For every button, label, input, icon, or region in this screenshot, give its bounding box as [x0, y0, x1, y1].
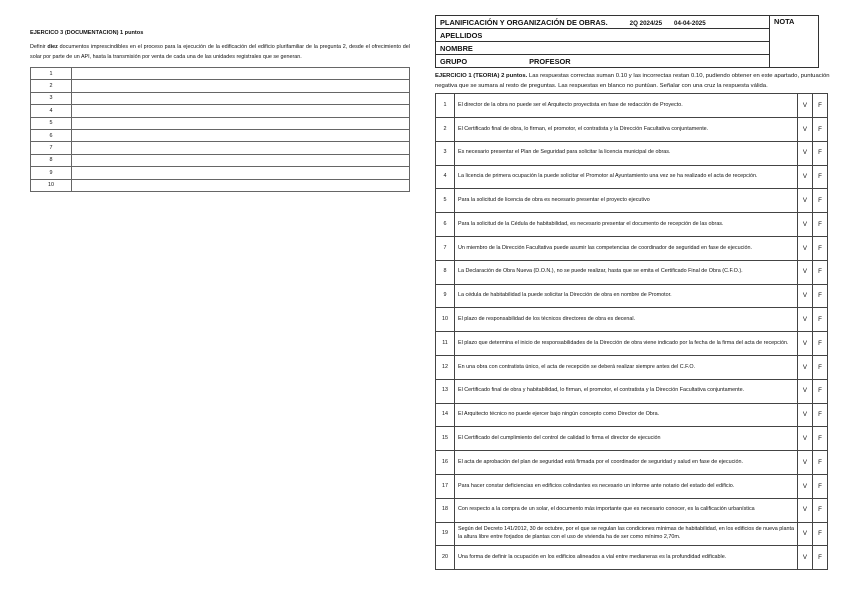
true-checkbox[interactable]: V — [798, 427, 813, 451]
question-text: El director de la obra no puede ser el Arquitecto proyectista en fase de redacción de Proyecto. — [455, 94, 798, 118]
question-number: 18 — [436, 498, 455, 522]
question-number: 6 — [436, 213, 455, 237]
question-text: El Certificado del cumplimiento del control de calidad lo firma el director de ejecución — [455, 427, 798, 451]
question-row — [436, 236, 828, 260]
question-number: 16 — [436, 451, 455, 475]
exercise-1-text: Las respuestas correctas suman 0.10 y las incorrectas restan 0.10, pudiendo obtener en este apartado, puntuación negativa que se sumara al resto de preguntas. Las respuestas en blanco no puntúan. Señalar con una cruz la respuesta válida. — [435, 73, 830, 89]
document-number: 9 — [31, 167, 72, 179]
question-number: 11 — [436, 332, 455, 356]
question-row — [436, 94, 828, 118]
false-checkbox[interactable]: F — [813, 332, 828, 356]
question-number: 14 — [436, 403, 455, 427]
question-number: 1 — [436, 94, 455, 118]
document-row — [31, 105, 410, 117]
true-checkbox[interactable]: V — [798, 451, 813, 475]
question-text: La licencia de primera ocupación la puede solicitar el Promotor al Ayuntamiento una vez se ha realizado el acta de recepción. — [455, 165, 798, 189]
false-checkbox[interactable]: F — [813, 165, 828, 189]
grade-label: NOTA — [774, 17, 795, 26]
document-number: 10 — [31, 179, 72, 191]
true-checkbox[interactable]: V — [798, 165, 813, 189]
question-text: La Declaración de Obra Nueva (D.O.N.), no se puede realizar, hasta que se emita el Certificado Final de Obra (C.F.O.). — [455, 260, 798, 284]
exercise-3-description — [30, 42, 410, 62]
question-row — [436, 451, 828, 475]
term: 2Q 2024/25 — [629, 19, 663, 27]
question-row — [436, 213, 828, 237]
question-text: La cédula de habitabilidad la puede solicitar la Dirección de obra en nombre de Promotor. — [455, 284, 798, 308]
group-teacher-field[interactable] — [436, 55, 770, 68]
true-checkbox[interactable]: V — [798, 332, 813, 356]
question-number: 4 — [436, 165, 455, 189]
document-row — [31, 142, 410, 154]
document-answer-field[interactable] — [72, 68, 410, 80]
true-checkbox[interactable]: V — [798, 284, 813, 308]
document-row — [31, 129, 410, 141]
header-title-cell — [436, 16, 770, 29]
document-row — [31, 167, 410, 179]
name-label: NOMBRE — [440, 43, 473, 53]
false-checkbox[interactable]: F — [813, 284, 828, 308]
question-row — [436, 332, 828, 356]
document-answer-field[interactable] — [72, 179, 410, 191]
document-row — [31, 68, 410, 80]
document-number: 1 — [31, 68, 72, 80]
true-checkbox[interactable]: V — [798, 522, 813, 546]
question-text: Una forma de definir la ocupación en los edificios alineados a vial entre medianeras es la profundidad edificable. — [455, 546, 798, 570]
question-row — [436, 355, 828, 379]
document-number: 3 — [31, 92, 72, 104]
false-checkbox[interactable]: F — [813, 451, 828, 475]
name-field[interactable] — [436, 42, 770, 55]
surname-label: APELLIDOS — [440, 30, 483, 40]
false-checkbox[interactable]: F — [813, 498, 828, 522]
question-row — [436, 117, 828, 141]
question-number: 7 — [436, 236, 455, 260]
question-row — [436, 498, 828, 522]
true-checkbox[interactable]: V — [798, 403, 813, 427]
true-checkbox[interactable]: V — [798, 94, 813, 118]
document-answer-field[interactable] — [72, 129, 410, 141]
document-row — [31, 92, 410, 104]
document-answer-field[interactable] — [72, 154, 410, 166]
question-number: 17 — [436, 474, 455, 498]
question-row — [436, 141, 828, 165]
questions-table — [435, 93, 828, 570]
true-checkbox[interactable]: V — [798, 498, 813, 522]
true-checkbox[interactable]: V — [798, 260, 813, 284]
true-checkbox[interactable]: V — [798, 308, 813, 332]
true-checkbox[interactable]: V — [798, 189, 813, 213]
document-answer-field[interactable] — [72, 80, 410, 92]
question-number: 10 — [436, 308, 455, 332]
exercise-1-instructions — [435, 72, 830, 91]
false-checkbox[interactable]: F — [813, 355, 828, 379]
false-checkbox[interactable]: F — [813, 427, 828, 451]
exercise-3-title: EJERCICO 3 (DOCUMENTACION) 1 puntos — [30, 30, 144, 36]
surname-field[interactable] — [436, 29, 770, 42]
false-checkbox[interactable]: F — [813, 546, 828, 570]
question-row — [436, 474, 828, 498]
question-text: En una obra con contratista único, el acta de recepción se deberá realizar siempre antes del C.F.O. — [455, 355, 798, 379]
question-row — [436, 189, 828, 213]
false-checkbox[interactable]: F — [813, 379, 828, 403]
question-row — [436, 165, 828, 189]
document-answer-field[interactable] — [72, 105, 410, 117]
question-text: Para la solicitud de licencia de obra es necesario presentar el proyecto ejecutivo — [455, 189, 798, 213]
document-row — [31, 154, 410, 166]
document-row — [31, 179, 410, 191]
true-checkbox[interactable]: V — [798, 141, 813, 165]
document-answer-field[interactable] — [72, 167, 410, 179]
exam-date: 04-04-2025 — [674, 19, 706, 27]
document-number: 7 — [31, 142, 72, 154]
true-checkbox[interactable]: V — [798, 379, 813, 403]
question-text: El plazo de responsabilidad de los técnicos directores de obra es decenal. — [455, 308, 798, 332]
desc-pre: Definir — [30, 44, 48, 50]
question-row — [436, 403, 828, 427]
question-text: Con respecto a la compra de un solar, el documento más importante que es necesario conocer, es la calificación urbanística — [455, 498, 798, 522]
question-number: 5 — [436, 189, 455, 213]
grade-box[interactable] — [770, 16, 819, 68]
question-text: Para hacer constar deficiencias en edificios colindantes es necesario un informe ante notario del estado del edificio. — [455, 474, 798, 498]
true-checkbox[interactable]: V — [798, 117, 813, 141]
question-row — [436, 260, 828, 284]
exercise-1-title: EJERCICIO 1 (TEORIA) 2 puntos. — [435, 73, 528, 79]
question-number: 15 — [436, 427, 455, 451]
question-row — [436, 522, 828, 546]
desc-bold: diez — [47, 44, 58, 50]
question-text: Un miembro de la Dirección Facultativa puede asumir las competencias de coordinador de seguridad en fase de ejecución. — [455, 236, 798, 260]
true-checkbox[interactable]: V — [798, 546, 813, 570]
false-checkbox[interactable]: F — [813, 94, 828, 118]
question-number: 13 — [436, 379, 455, 403]
document-number: 4 — [31, 105, 72, 117]
course-title: PLANIFICACIÓN Y ORGANIZACIÓN DE OBRAS. — [440, 17, 608, 27]
question-number: 8 — [436, 260, 455, 284]
document-number: 8 — [31, 154, 72, 166]
question-row — [436, 427, 828, 451]
question-row — [436, 284, 828, 308]
true-checkbox[interactable]: V — [798, 474, 813, 498]
question-text: El acta de aprobación del plan de seguridad está firmada por el coordinador de seguridad y salud en fase de ejecución. — [455, 451, 798, 475]
group-label: GRUPO — [440, 56, 468, 66]
question-number: 2 — [436, 117, 455, 141]
desc-post: documentos imprescindibles en el proceso para la ejecución de la edificación del edificio plurifamiliar de la pregunta 2, desde el ofrecimiento del solar por parte de un API, hasta la transmisión por venta de cada una de las unidades registrales que se generan. — [30, 44, 410, 60]
question-number: 12 — [436, 355, 455, 379]
documents-table — [30, 67, 410, 192]
false-checkbox[interactable]: F — [813, 236, 828, 260]
question-number: 9 — [436, 284, 455, 308]
question-number: 20 — [436, 546, 455, 570]
true-checkbox[interactable]: V — [798, 236, 813, 260]
false-checkbox[interactable]: F — [813, 308, 828, 332]
false-checkbox[interactable]: F — [813, 189, 828, 213]
question-row — [436, 308, 828, 332]
exam-sheet — [435, 15, 830, 570]
question-text: El Certificado final de obra, lo firman, el promotor, el contratista y la Dirección Facultativa conjuntamente. — [455, 117, 798, 141]
false-checkbox[interactable]: F — [813, 213, 828, 237]
question-text: El Arquitecto técnico no puede ejercer bajo ningún concepto como Director de Obra. — [455, 403, 798, 427]
teacher-label: PROFESOR — [529, 56, 571, 66]
question-text: El Certificado final de obra y habitabilidad, lo firman, el promotor, el contratista y la Dirección Facultativa conjuntamente. — [455, 379, 798, 403]
document-answer-field[interactable] — [72, 117, 410, 129]
question-text: Para la solicitud de la Cédula de habitabilidad, es necesario presentar el documento de recepción de las obras. — [455, 213, 798, 237]
document-number: 6 — [31, 129, 72, 141]
exercise-3-section — [30, 30, 410, 192]
document-row — [31, 117, 410, 129]
false-checkbox[interactable]: F — [813, 403, 828, 427]
question-row — [436, 379, 828, 403]
document-number: 2 — [31, 80, 72, 92]
true-checkbox[interactable]: V — [798, 213, 813, 237]
question-text: El plazo que determina el inicio de responsabilidades de la Dirección de obra viene indicado por la fecha de la firma del acta de recepción. — [455, 332, 798, 356]
false-checkbox[interactable]: F — [813, 141, 828, 165]
question-row — [436, 546, 828, 570]
document-row — [31, 80, 410, 92]
false-checkbox[interactable]: F — [813, 522, 828, 546]
student-header — [435, 15, 819, 68]
question-text: Es necesario presentar el Plan de Seguridad para solicitar la licencia municipal de obras. — [455, 141, 798, 165]
false-checkbox[interactable]: F — [813, 474, 828, 498]
false-checkbox[interactable]: F — [813, 260, 828, 284]
question-number: 19 — [436, 522, 455, 546]
document-answer-field[interactable] — [72, 142, 410, 154]
document-number: 5 — [31, 117, 72, 129]
question-text: Según del Decreto 141/2012, 30 de octubre, por el que se regulan las condiciones mínimas de habitabilidad, en los edificios de nueva planta la altura libre entre forjados de plantas con el uso de vivienda ha de ser como mínimo 2,70m. — [455, 522, 798, 546]
question-number: 3 — [436, 141, 455, 165]
true-checkbox[interactable]: V — [798, 355, 813, 379]
false-checkbox[interactable]: F — [813, 117, 828, 141]
document-answer-field[interactable] — [72, 92, 410, 104]
